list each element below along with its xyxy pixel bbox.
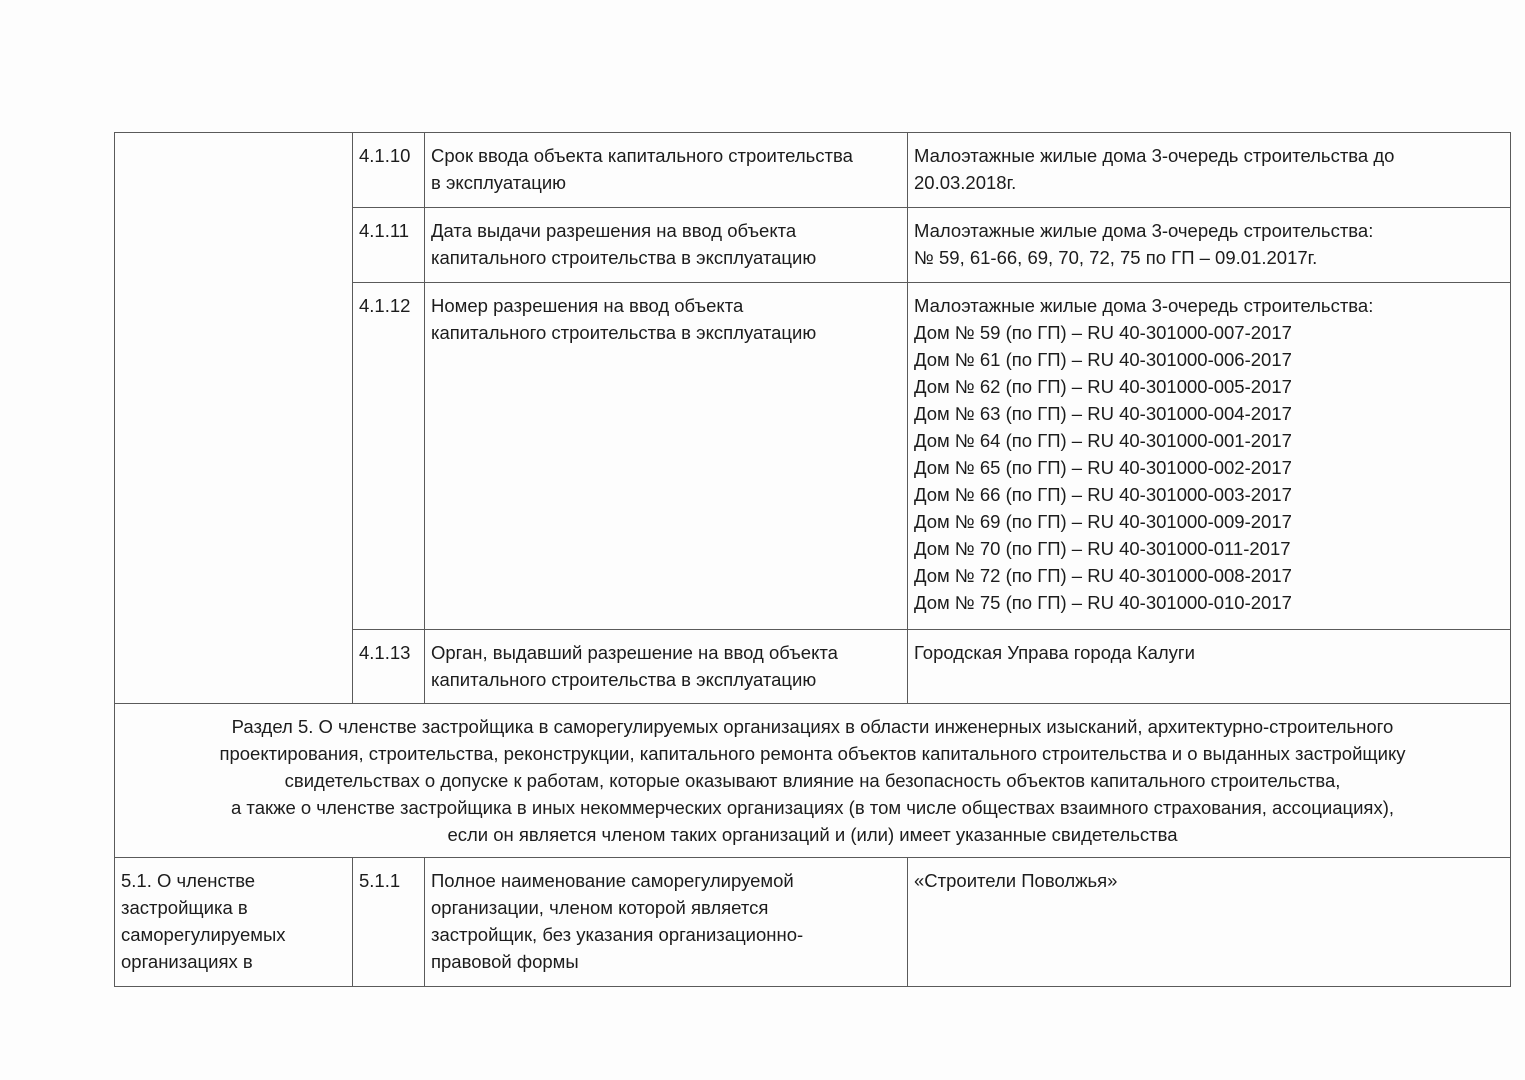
heading-line: Раздел 5. О членстве застройщика в саморегулируемых организациях в области инженерных изысканий, архитектурно-строительного xyxy=(231,716,1394,737)
permit-line: Дом № 64 (по ГП) – RU 40-301000-001-2017 xyxy=(914,430,1292,451)
label-line: Номер разрешения на ввод объекта xyxy=(431,295,744,316)
permit-line: Дом № 72 (по ГП) – RU 40-301000-008-2017 xyxy=(914,565,1292,586)
group-line: застройщика в xyxy=(121,897,248,918)
item-label xyxy=(425,858,908,987)
label-line: правовой формы xyxy=(431,951,579,972)
item-value xyxy=(908,283,1511,630)
item-value xyxy=(908,133,1511,208)
heading-line: а также о членстве застройщика в иных некоммерческих организациях (в том числе обществах взаимного страхования, ассоциациях), xyxy=(231,797,1394,818)
table-row-5-1-1 xyxy=(115,858,1511,987)
item-value xyxy=(908,208,1511,283)
value-line: 20.03.2018г. xyxy=(914,172,1017,193)
item-number: 4.1.12 xyxy=(353,283,425,630)
permit-line: Дом № 69 (по ГП) – RU 40-301000-009-2017 xyxy=(914,511,1292,532)
item-value xyxy=(908,630,1511,704)
item-number: 4.1.10 xyxy=(353,133,425,208)
value-line: «Строители Поволжья» xyxy=(914,870,1118,891)
item-number: 4.1.11 xyxy=(353,208,425,283)
group-line: 5.1. О членстве xyxy=(121,870,256,891)
section-5-1-group-cell xyxy=(115,858,353,987)
permit-line: Дом № 61 (по ГП) – RU 40-301000-006-2017 xyxy=(914,349,1292,370)
permit-line: Дом № 65 (по ГП) – RU 40-301000-002-2017 xyxy=(914,457,1292,478)
permit-line: Дом № 66 (по ГП) – RU 40-301000-003-2017 xyxy=(914,484,1292,505)
label-line: капитального строительства в эксплуатацию xyxy=(431,669,817,690)
permit-line: Дом № 62 (по ГП) – RU 40-301000-005-2017 xyxy=(914,376,1292,397)
item-label xyxy=(425,630,908,704)
label-line: капитального строительства в эксплуатацию xyxy=(431,247,817,268)
permit-line: Дом № 63 (по ГП) – RU 40-301000-004-2017 xyxy=(914,403,1292,424)
heading-line: свидетельствах о допуске к работам, которые оказывают влияние на безопасность объектов капитального строительства, xyxy=(284,770,1341,791)
item-number: 4.1.13 xyxy=(353,630,425,704)
permit-line: Дом № 75 (по ГП) – RU 40-301000-010-2017 xyxy=(914,592,1292,613)
group-line: организациях в xyxy=(121,951,253,972)
heading-line: если он является членом таких организаций и (или) имеет указанные свидетельства xyxy=(447,824,1178,845)
permit-line: Дом № 70 (по ГП) – RU 40-301000-011-2017 xyxy=(914,538,1291,559)
section-5-heading xyxy=(115,704,1511,858)
label-line: капитального строительства в эксплуатацию xyxy=(431,322,817,343)
label-line: Полное наименование саморегулируемой xyxy=(431,870,794,891)
label-line: в эксплуатацию xyxy=(431,172,567,193)
group-line: саморегулируемых xyxy=(121,924,286,945)
item-label xyxy=(425,133,908,208)
table-row-4-1-10 xyxy=(115,133,1511,208)
item-value xyxy=(908,858,1511,987)
value-line: Городская Управа города Калуги xyxy=(914,642,1196,663)
section-4-group-cell xyxy=(115,133,353,704)
value-line: Малоэтажные жилые дома 3-очередь строительства: xyxy=(914,295,1374,316)
item-number: 5.1.1 xyxy=(353,858,425,987)
label-line: Дата выдачи разрешения на ввод объекта xyxy=(431,220,797,241)
heading-line: проектирования, строительства, реконструкции, капитального ремонта объектов капитального строительства и о выданных застройщику xyxy=(219,743,1406,764)
value-line: Малоэтажные жилые дома 3-очередь строительства до xyxy=(914,145,1395,166)
value-line: Малоэтажные жилые дома 3-очередь строительства: xyxy=(914,220,1374,241)
label-line: Орган, выдавший разрешение на ввод объекта xyxy=(431,642,838,663)
label-line: Срок ввода объекта капитального строительства xyxy=(431,145,853,166)
item-label xyxy=(425,283,908,630)
developer-declaration-table xyxy=(114,132,1511,987)
value-line: № 59, 61-66, 69, 70, 72, 75 по ГП – 09.01.2017г. xyxy=(914,247,1318,268)
label-line: организации, членом которой является xyxy=(431,897,769,918)
permit-line: Дом № 59 (по ГП) – RU 40-301000-007-2017 xyxy=(914,322,1292,343)
section-5-header-row xyxy=(115,704,1511,858)
label-line: застройщик, без указания организационно- xyxy=(431,924,804,945)
item-label xyxy=(425,208,908,283)
